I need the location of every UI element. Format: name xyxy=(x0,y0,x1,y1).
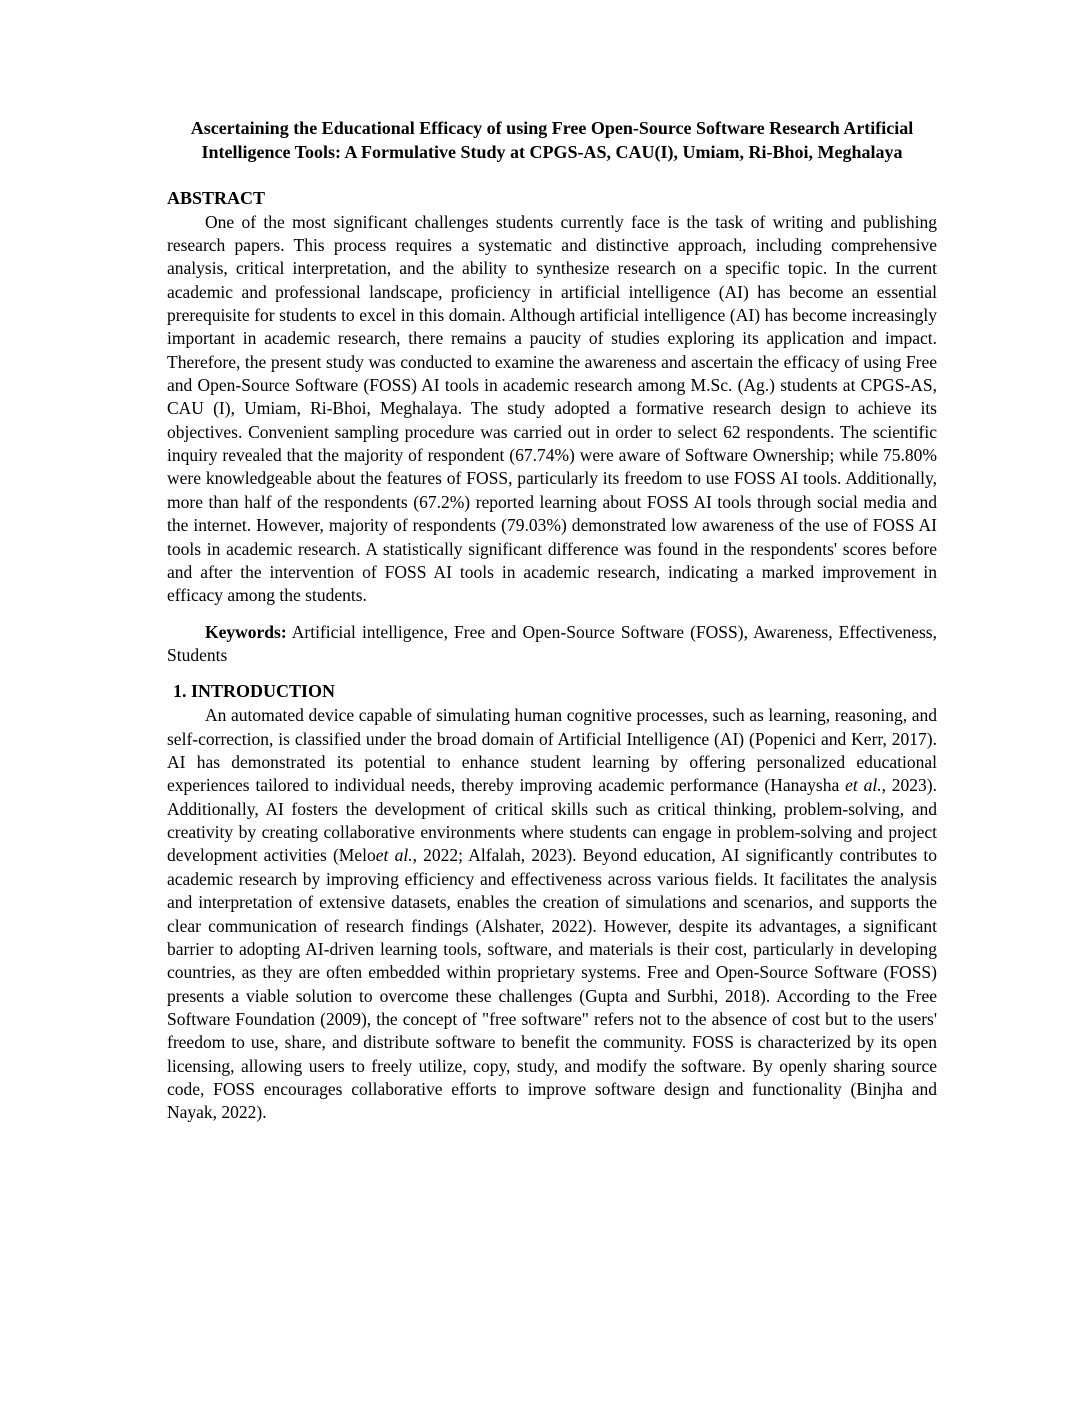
abstract-paragraph: One of the most significant challenges students currently face is the task of writing and publishing research papers. This process requires a systematic and distinctive approach, including comprehensive analysis, critical interpretation, and the ability to synthesize research on a specific topic. In the current academic and professional landscape, proficiency in artificial intelligence (AI) has become an essential prerequisite for students to excel in this domain. Although artificial intelligence (AI) has become increasingly important in academic research, there remains a paucity of studies exploring its application and impact. Therefore, the present study was conducted to examine the awareness and ascertain the efficacy of using Free and Open-Source Software (FOSS) AI tools in academic research among M.Sc. (Ag.) students at CPGS-AS, CAU (I), Umiam, Ri-Bhoi, Meghalaya. The study adopted a formative research design to achieve its objectives. Convenient sampling procedure was carried out in order to select 62 respondents. The scientific inquiry revealed that the majority of respondent (67.74%) were aware of Software Ownership; while 75.80% were knowledgeable about the features of FOSS, particularly its freedom to use FOSS AI tools. Additionally, more than half of the respondents (67.2%) reported learning about FOSS AI tools through social media and the internet. However, majority of respondents (79.03%) demonstrated low awareness of the use of FOSS AI tools in academic research. A statistically significant difference was found in the respondents' scores before and after the intervention of FOSS AI tools in academic research, indicating a marked improvement in efficacy among the students. xyxy=(167,211,937,606)
keywords-line xyxy=(167,621,937,668)
keywords-label: Keywords: xyxy=(205,621,287,642)
abstract-heading: ABSTRACT xyxy=(167,187,266,208)
keywords-text: Artificial intelligence, Free and Open-Source Software (FOSS), Awareness, Effectiveness, Students xyxy=(167,621,937,665)
introduction-paragraph: An automated device capable of simulating human cognitive processes, such as learning, reasoning, and self-correction, is classified under the broad domain of Artificial Intelligence (AI) (Popenici and Kerr, 2017). AI has demonstrated its potential to enhance student learning by offering personalized educational experiences tailored to individual needs, thereby improving academic performance (Hanaysha et al., 2023). Additionally, AI fosters the development of critical skills such as critical thinking, problem-solving, and creativity by creating collaborative environments where students can engage in problem-solving and project development activities (Meloet al., 2022; Alfalah, 2023). Beyond education, AI significantly contributes to academic research by improving efficiency and effectiveness across various fields. It facilitates the analysis and interpretation of extensive datasets, enables the creation of simulations and scenarios, and supports the clear communication of research findings (Alshater, 2022). However, despite its advantages, a significant barrier to adopting AI-driven learning tools, software, and materials is their cost, particularly in developing countries, as they are often embedded within proprietary systems. Free and Open-Source Software (FOSS) presents a viable solution to overcome these challenges (Gupta and Surbhi, 2018). According to the Free Software Foundation (2009), the concept of "free software" refers not to the absence of cost but to the users' freedom to use, share, and distribute software to benefit the community. FOSS is characterized by its open licensing, allowing users to freely utilize, copy, study, and modify the software. By openly sharing source code, FOSS encourages collaborative efforts to improve software design and functionality (Binjha and Nayak, 2022). xyxy=(167,705,938,1123)
introduction-heading: 1. INTRODUCTION xyxy=(173,681,336,702)
paper-title: Ascertaining the Educational Efficacy of using Free Open-Source Software Research Artificial Intelligence Tools: A Formulative Study at CPGS-AS, CAU(I), Umiam, Ri-Bhoi, Meghalaya xyxy=(190,118,914,163)
